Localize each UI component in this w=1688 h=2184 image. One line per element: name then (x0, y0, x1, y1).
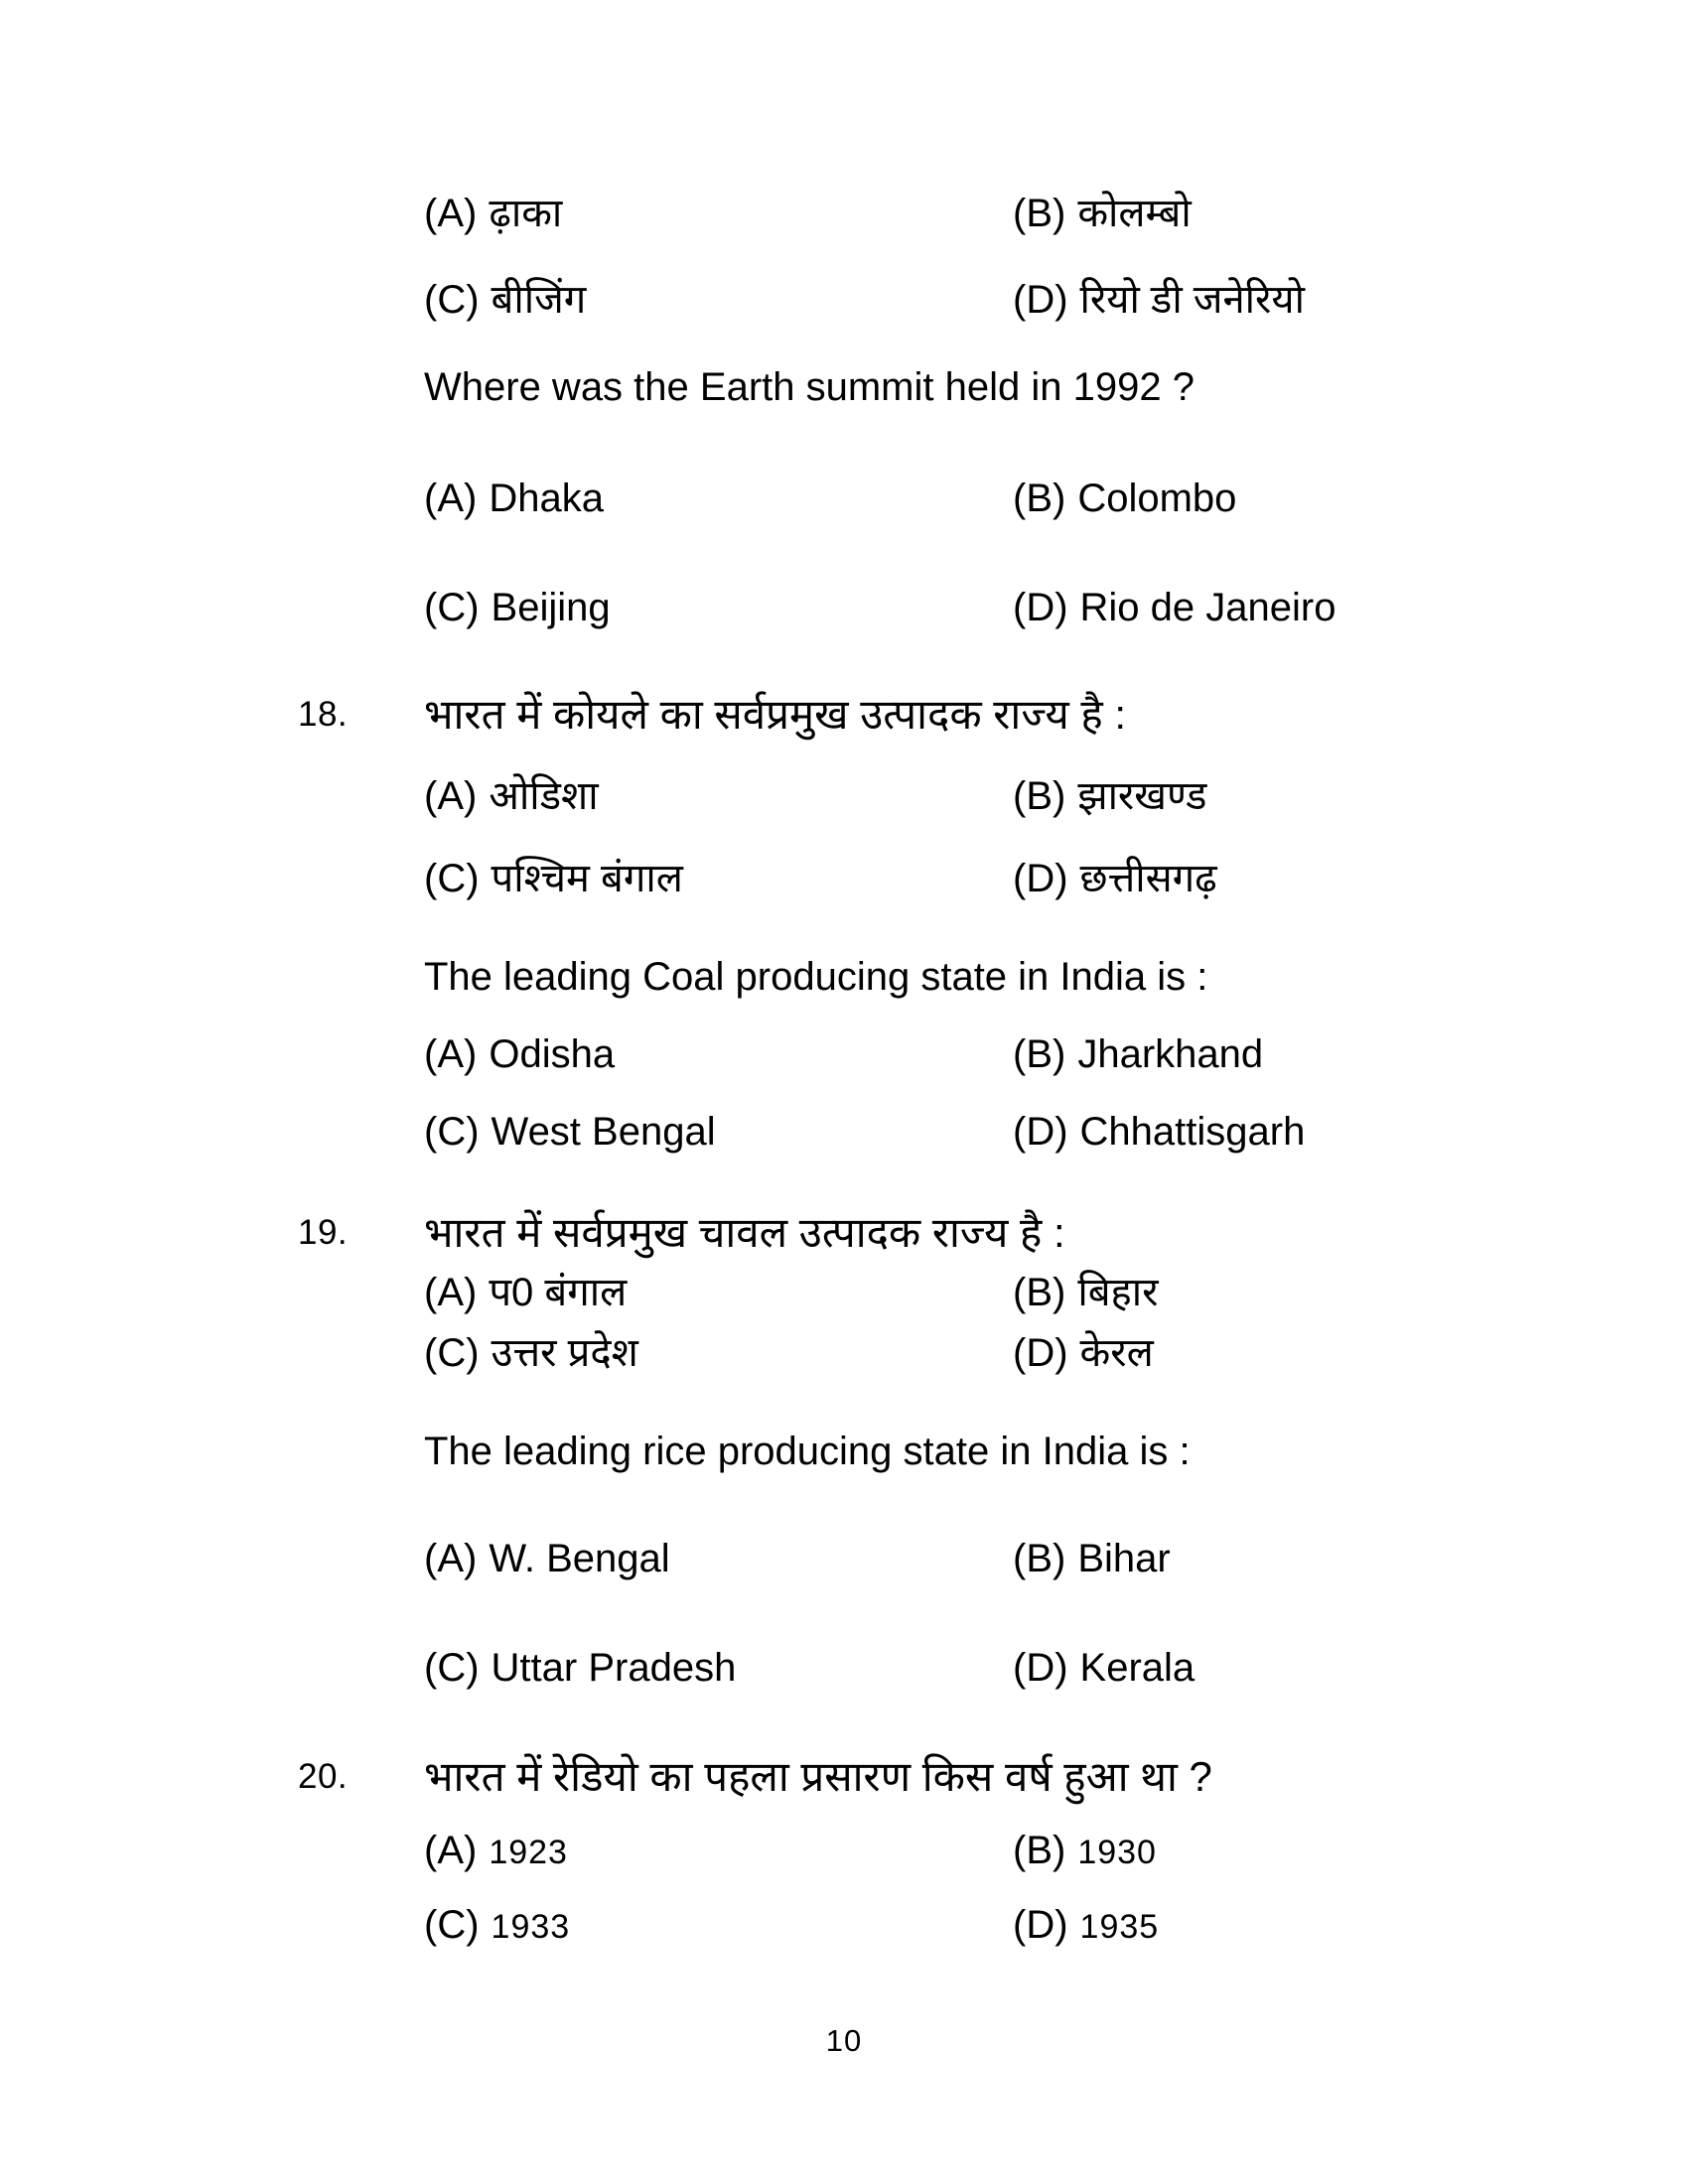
q19-english-option-b (1013, 1537, 1171, 1581)
option-text: कोलम्बो (1077, 192, 1192, 235)
q18-hindi-option-a (424, 766, 599, 821)
q17-english-option-c (424, 586, 611, 630)
option-text: W. Bengal (489, 1537, 670, 1580)
option-text: 1935 (1079, 1908, 1160, 1946)
q17-hindi-option-b (1013, 184, 1192, 238)
option-text: Kerala (1079, 1646, 1196, 1690)
option-key: (C) (424, 586, 480, 629)
option-key: (A) (424, 1271, 478, 1314)
q17-english-option-a (424, 477, 604, 521)
q20-hindi-question: भारत में रेडियो का पहला प्रसारण किस वर्ष हुआ था ? (424, 1753, 1212, 1800)
option-key: (B) (1013, 477, 1066, 520)
option-text: Odisha (489, 1032, 616, 1076)
option-text: Uttar Pradesh (491, 1646, 737, 1690)
option-key: (A) (424, 477, 478, 520)
q19-english-option-c (424, 1646, 736, 1691)
option-key: (D) (1013, 1110, 1068, 1154)
option-key: (B) (1013, 1537, 1066, 1580)
option-text: पश्चिम बंगाल (491, 857, 683, 900)
q20-option-a (424, 1829, 568, 1873)
option-text: 1923 (489, 1834, 568, 1871)
page-number: 10 (825, 2023, 863, 2058)
option-text: West Bengal (491, 1110, 716, 1154)
option-key: (A) (424, 192, 478, 235)
option-key: (D) (1013, 278, 1068, 322)
option-text: रियो डी जनेरियो (1079, 278, 1305, 322)
q20-option-c (424, 1903, 570, 1948)
q19-hindi-option-a (424, 1263, 627, 1317)
option-key: (C) (424, 1331, 480, 1375)
option-text: बिहार (1077, 1271, 1159, 1314)
q18-hindi-option-c (424, 849, 683, 903)
option-key: (D) (1013, 857, 1068, 900)
q18-english-question: The leading Coal producing state in India is : (424, 955, 1208, 999)
q19-hindi-question: भारत में सर्वप्रमुख चावल उत्पादक राज्य है : (424, 1209, 1065, 1256)
option-key: (C) (424, 1903, 480, 1947)
option-key: (C) (424, 1646, 480, 1690)
option-key: (D) (1013, 586, 1068, 629)
q18-english-option-c (424, 1110, 716, 1155)
q18-english-option-a (424, 1032, 615, 1077)
q19-hindi-option-c (424, 1323, 638, 1378)
q18-english-option-b (1013, 1032, 1263, 1077)
q18-number: 18. (298, 695, 349, 734)
option-key: (A) (424, 1829, 478, 1872)
q18-english-option-d (1013, 1110, 1305, 1155)
option-key: (B) (1013, 1829, 1066, 1872)
q20-option-d (1013, 1903, 1159, 1948)
option-key: (B) (1013, 1032, 1066, 1076)
q19-number: 19. (298, 1213, 349, 1252)
q19-hindi-option-d (1013, 1323, 1154, 1378)
option-key: (C) (424, 1110, 480, 1154)
q20-option-b (1013, 1829, 1157, 1873)
option-key: (A) (424, 1032, 478, 1076)
option-text: Beijing (491, 586, 611, 629)
option-key: (A) (424, 774, 478, 818)
option-text: Chhattisgarh (1079, 1110, 1306, 1154)
option-key: (D) (1013, 1903, 1068, 1947)
q19-english-question: The leading rice producing state in India is : (424, 1430, 1191, 1473)
option-key: (D) (1013, 1646, 1068, 1690)
option-text: Bihar (1077, 1537, 1171, 1580)
option-text: ओडिशा (489, 774, 599, 818)
option-key: (B) (1013, 192, 1066, 235)
q19-english-option-d (1013, 1646, 1195, 1691)
option-key: (C) (424, 857, 480, 900)
option-text: बीजिंग (491, 278, 587, 322)
option-text: Dhaka (489, 477, 604, 520)
q17-english-option-b (1013, 477, 1236, 521)
option-text: 1930 (1077, 1834, 1157, 1871)
option-text: Colombo (1077, 477, 1237, 520)
q17-hindi-option-a (424, 184, 562, 238)
q18-hindi-option-b (1013, 766, 1206, 821)
option-text: प0 बंगाल (489, 1271, 628, 1314)
q17-english-question: Where was the Earth summit held in 1992 ? (424, 365, 1195, 409)
option-text: झारखण्ड (1077, 774, 1207, 818)
q19-hindi-option-b (1013, 1263, 1159, 1317)
q17-hindi-option-c (424, 270, 586, 325)
option-text: Jharkhand (1077, 1032, 1264, 1076)
option-text: उत्तर प्रदेश (491, 1331, 638, 1375)
q18-hindi-option-d (1013, 849, 1217, 903)
q18-hindi-question: भारत में कोयले का सर्वप्रमुख उत्पादक राज्य है : (424, 691, 1127, 738)
q17-english-option-d (1013, 586, 1336, 630)
option-text: केरल (1079, 1331, 1154, 1375)
q19-english-option-a (424, 1537, 670, 1581)
option-key: (B) (1013, 774, 1066, 818)
option-text: 1933 (491, 1908, 571, 1946)
option-text: ढ़ाका (489, 192, 563, 235)
option-key: (C) (424, 278, 480, 322)
option-key: (D) (1013, 1331, 1068, 1375)
q20-number: 20. (298, 1757, 349, 1796)
option-text: Rio de Janeiro (1079, 586, 1336, 629)
option-key: (A) (424, 1537, 478, 1580)
q17-hindi-option-d (1013, 270, 1305, 325)
option-key: (B) (1013, 1271, 1066, 1314)
option-text: छत्तीसगढ़ (1079, 857, 1217, 900)
